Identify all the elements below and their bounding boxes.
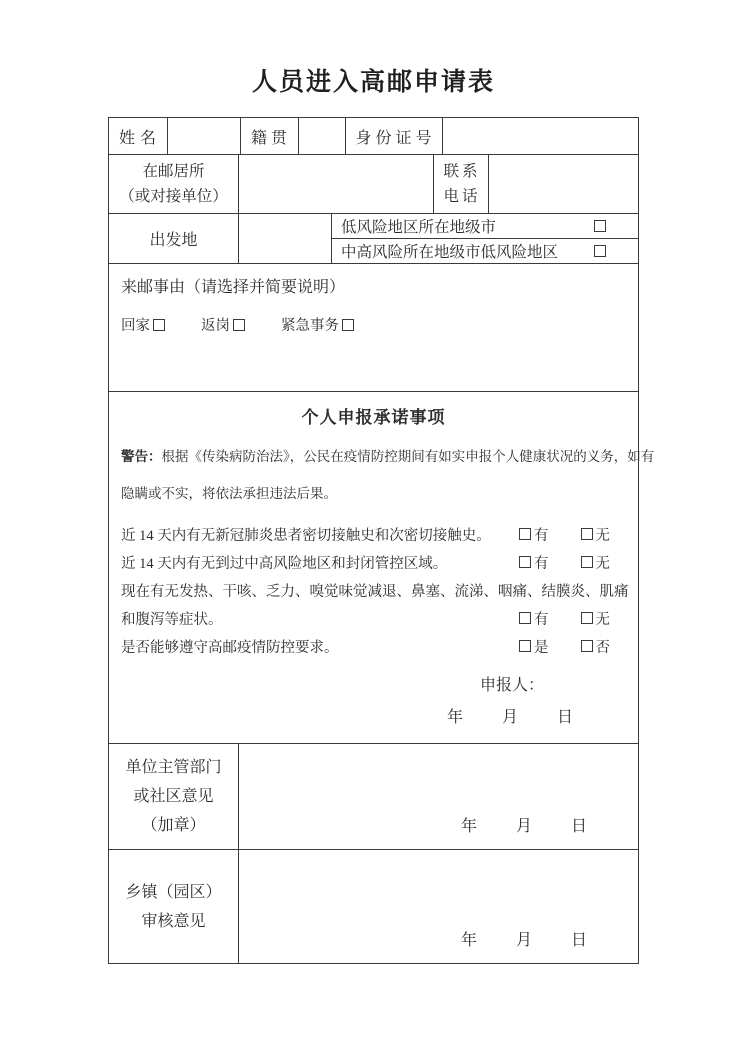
phone-label: 联系 电话 xyxy=(434,155,489,213)
name-label: 姓名 xyxy=(109,118,168,154)
row-residence xyxy=(109,154,638,213)
page-title: 人员进入高邮申请表 xyxy=(251,69,495,96)
q2-no-checkbox[interactable] xyxy=(581,556,593,568)
risk-options xyxy=(332,214,638,263)
declaration-section xyxy=(109,392,655,743)
question-text: 近 14 天内有无新冠肺炎患者密切接触史和次密切接触史。 xyxy=(121,527,491,544)
warning-label: 警告： xyxy=(121,449,162,464)
question-text: 是否能够遵守高邮疫情防控要求。 xyxy=(121,639,339,656)
reason-option-urgent xyxy=(281,314,354,335)
departure-label: 出发地 xyxy=(109,214,239,263)
reason-option-home-label: 回家 xyxy=(121,318,150,334)
q2-option-yes: 有 xyxy=(519,552,549,573)
reason-options xyxy=(121,314,626,335)
row-basic-info xyxy=(109,118,638,154)
departure-input-cell[interactable] xyxy=(239,214,332,263)
q1-option-yes: 有 xyxy=(519,524,549,545)
declaration-questions xyxy=(121,520,629,660)
name-input-cell[interactable] xyxy=(168,118,241,154)
q4-yes-checkbox[interactable] xyxy=(519,640,531,652)
reason-return-work-checkbox[interactable] xyxy=(233,319,245,331)
question-row-risk-area-visit xyxy=(121,548,626,576)
mid-high-risk-option-label: 中高风险所在地级市低风险地区 xyxy=(341,244,559,261)
id-number-input-cell[interactable] xyxy=(443,118,638,154)
low-risk-option-label: 低风险地区所在地级市 xyxy=(341,219,497,236)
township-review-area[interactable] xyxy=(239,850,638,963)
q2-option-no: 无 xyxy=(581,552,611,573)
warning-line1 xyxy=(121,438,655,475)
reason-option-home xyxy=(121,314,165,335)
warning-paragraph xyxy=(121,438,655,512)
q4-no-checkbox[interactable] xyxy=(581,640,593,652)
q1-option-no: 无 xyxy=(581,524,611,545)
reason-heading: 来邮事由（请选择并简要说明） xyxy=(121,279,346,296)
row-departure xyxy=(109,213,638,263)
reason-option-return-work-label: 返岗 xyxy=(201,318,230,334)
q3-option-yes: 有 xyxy=(519,608,549,629)
unit-opinion-area[interactable] xyxy=(239,744,638,849)
township-review-date-line xyxy=(461,929,587,953)
unit-opinion-date-line xyxy=(461,815,587,839)
reason-home-checkbox[interactable] xyxy=(153,319,165,331)
year-label: 年 xyxy=(460,818,477,835)
day-label: 日 xyxy=(556,709,573,726)
low-risk-option-row xyxy=(332,214,638,239)
question-row-symptoms-line1 xyxy=(121,576,629,604)
id-number-label: 身份证号 xyxy=(346,118,443,154)
residence-label: 在邮居所 （或对接单位） xyxy=(109,155,239,213)
declarant-signature-line[interactable]: 申报人： xyxy=(479,677,544,694)
mid-high-risk-option-row xyxy=(332,239,638,263)
row-declaration xyxy=(109,391,655,743)
reason-option-return-work xyxy=(201,314,245,335)
question-text: 近 14 天内有无到过中高风险地区和封闭管控区域。 xyxy=(121,555,448,572)
warning-text-line1: 根据《传染病防治法》，公民在疫情防控期间有如实申报个人健康状况的义务，如有 xyxy=(161,449,655,464)
q3-yes-checkbox[interactable] xyxy=(519,612,531,624)
question-text: 和腹泻等症状。 xyxy=(121,611,223,628)
month-label: 月 xyxy=(515,932,532,949)
row-township-review xyxy=(109,849,638,963)
question-row-comply-rules xyxy=(121,632,626,660)
reason-section xyxy=(109,264,638,391)
question-row-contact-history xyxy=(121,520,626,548)
q3-no-checkbox[interactable] xyxy=(581,612,593,624)
origin-label: 籍贯 xyxy=(241,118,299,154)
q1-yes-checkbox[interactable] xyxy=(519,528,531,540)
phone-input-cell[interactable] xyxy=(489,155,638,213)
month-label: 月 xyxy=(515,818,532,835)
warning-line2: 隐瞒或不实，将依法承担违法后果。 xyxy=(121,486,337,501)
declaration-title: 个人申报承诺事项 xyxy=(301,408,446,427)
q3-option-no: 无 xyxy=(581,608,611,629)
q1-no-checkbox[interactable] xyxy=(581,528,593,540)
month-label: 月 xyxy=(501,709,518,726)
reason-urgent-checkbox[interactable] xyxy=(342,319,354,331)
residence-input-cell[interactable] xyxy=(239,155,434,213)
question-text: 现在有无发热、干咳、乏力、嗅觉味觉减退、鼻塞、流涕、咽痛、结膜炎、肌痛 xyxy=(121,583,629,600)
application-form-table xyxy=(108,117,655,964)
year-label: 年 xyxy=(446,709,463,726)
day-label: 日 xyxy=(570,932,587,949)
declaration-date-line[interactable] xyxy=(121,706,626,730)
q4-option-yes: 是 xyxy=(519,636,549,657)
reason-option-urgent-label: 紧急事务 xyxy=(281,318,339,334)
q2-yes-checkbox[interactable] xyxy=(519,556,531,568)
unit-opinion-label: 单位主管部门 或社区意见 （加章） xyxy=(109,744,239,849)
row-unit-opinion xyxy=(109,743,638,849)
low-risk-checkbox[interactable] xyxy=(594,220,606,232)
origin-input-cell[interactable] xyxy=(299,118,346,154)
township-review-label: 乡镇（园区） 审核意见 xyxy=(109,850,239,963)
row-reason xyxy=(109,263,638,391)
question-row-symptoms-line2 xyxy=(121,604,626,632)
day-label: 日 xyxy=(570,818,587,835)
q4-option-no: 否 xyxy=(581,636,611,657)
mid-high-risk-checkbox[interactable] xyxy=(594,245,606,257)
year-label: 年 xyxy=(460,932,477,949)
